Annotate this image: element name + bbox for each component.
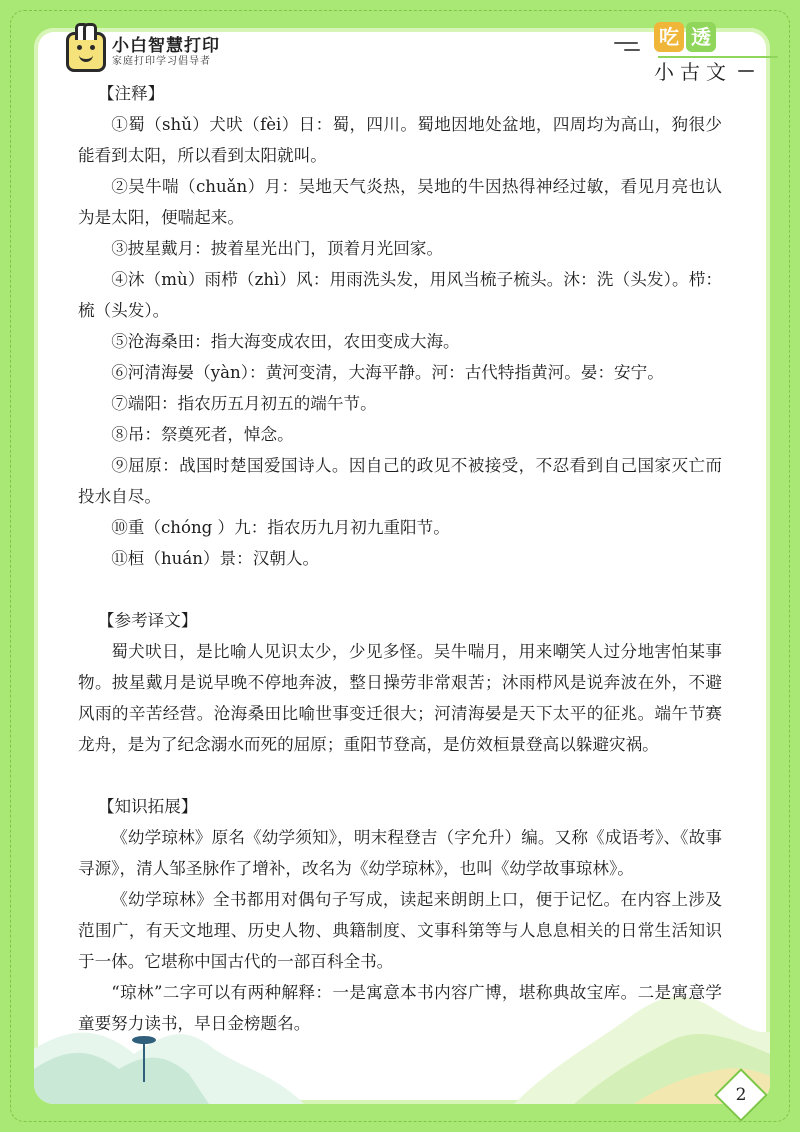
knowledge-heading: 【知识拓展】: [97, 797, 198, 816]
note-item: ⑪桓（huán）景：汉朝人。: [111, 549, 320, 568]
note-item: ⑤沧海桑田：指大海变成农田，农田变成大海。: [111, 332, 460, 351]
deco-dash: [614, 42, 638, 44]
series-char-1: 吃: [654, 22, 684, 52]
series-char-2: 透: [686, 22, 716, 52]
knowledge-paragraph: 《幼学琼林》全书都用对偶句子写成，读起来朗朗上口，便于记忆。在内容上涉及范围广，有天文地理、历史人物、典籍制度、文事科第等与人息息相关的日常生活知识于一体。它堪称中国古代的一部百科全书。: [78, 890, 722, 971]
note-item: ④沐（mù）雨栉（zhì）风：用雨洗头发，用风当梳子梳头。沐：洗（头发）。栉：梳（头发）。: [78, 270, 722, 320]
note-item: ⑧吊：祭奠死者，悼念。: [111, 425, 294, 444]
note-item: ①蜀（shǔ）犬吠（fèi）日：蜀，四川。蜀地因地处盆地，四周均为高山，狗很少能看到太阳，所以看到太阳就叫。: [78, 115, 722, 165]
translation-heading: 【参考译文】: [97, 611, 198, 630]
article-body: [78, 78, 722, 1039]
note-item: ⑥河清海晏（yàn）：黄河变清，大海平静。河：古代特指黄河。晏：安宁。: [111, 363, 664, 382]
brand-logo-icon: [66, 32, 106, 72]
brand-header: [66, 30, 220, 74]
deco-dash: [738, 70, 754, 72]
note-item: ⑦端阳：指农历五月初五的端午节。: [111, 394, 377, 413]
translation-paragraph: 蜀犬吠日，是比喻人见识太少，少见多怪。吴牛喘月，用来嘲笑人过分地害怕某事物。披星戴月是说早晚不停地奔波，整日操劳非常艰苦；沐雨栉风是说奔波在外，不避风雨的辛苦经营。沧海桑田比喻世事变迁很大；河清海晏是天下太平的征兆。端午节赛龙舟，是为了纪念溺水而死的屈原；重阳节登高，是仿效桓景登高以躲避灾祸。: [78, 642, 722, 754]
brand-slogan: 家庭打印学习倡导者: [112, 55, 211, 67]
notes-heading: 【注释】: [97, 84, 165, 103]
note-item: ②吴牛喘（chuǎn）月：吴地天气炎热，吴地的牛因热得神经过敏，看见月亮也认为是太阳，便喘起来。: [78, 177, 722, 227]
note-item: ③披星戴月：披着星光出门，顶着月光回家。: [111, 239, 444, 258]
knowledge-paragraph: 《幼学琼林》原名《幼学须知》，明末程登吉（字允升）编。又称《成语考》、《故事寻源》，清人邹圣脉作了增补，改名为《幼学琼林》，也叫《幼学故事琼林》。: [78, 828, 722, 878]
brand-name: 小白智慧打印: [112, 36, 220, 57]
note-item: ⑨屈原：战国时楚国爱国诗人。因自己的政见不被接受，不忍看到自己国家灭亡而投水自尽。: [78, 456, 722, 506]
series-logo: [612, 22, 762, 82]
page-number: 2: [735, 1085, 747, 1105]
series-subtitle: 小古文: [654, 60, 732, 84]
note-item: ⑩重（chóng ）九：指农历九月初九重阳节。: [111, 518, 450, 537]
deco-dash: [624, 49, 640, 51]
knowledge-paragraph: “琼林”二字可以有两种解释：一是寓意本书内容广博，堪称典故宝库。二是寓意学童要努力读书，早日金榜题名。: [78, 983, 722, 1033]
